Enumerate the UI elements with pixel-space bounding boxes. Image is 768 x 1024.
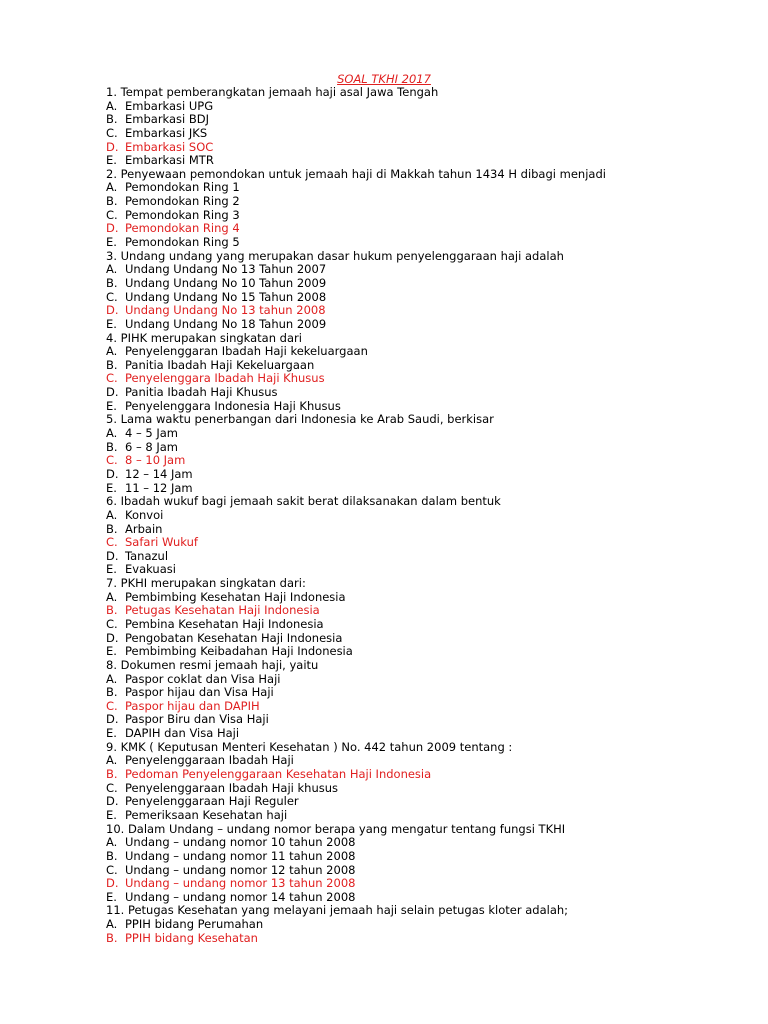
option-letter: B. [106, 603, 118, 618]
option-letter: E. [106, 562, 117, 577]
option-letter: C. [106, 862, 118, 877]
option-text: 6 – 8 Jam [125, 439, 178, 454]
answer-option [106, 277, 746, 291]
option-letter: E. [106, 153, 117, 168]
answer-option [106, 400, 746, 414]
answer-option [106, 850, 746, 864]
option-letter: A. [106, 917, 118, 932]
option-letter: D. [106, 712, 119, 727]
option-letter: E. [106, 726, 117, 741]
option-text: Undang – undang nomor 12 tahun 2008 [125, 862, 356, 877]
option-letter: A. [106, 507, 118, 522]
option-text: Evakuasi [125, 562, 176, 577]
answer-option-correct [106, 604, 746, 618]
option-text: Pembimbing Kesehatan Haji Indonesia [125, 589, 346, 604]
option-letter: B. [106, 194, 118, 209]
option-letter: C. [106, 125, 118, 140]
answer-option [106, 236, 746, 250]
answer-option-correct [106, 536, 746, 550]
answer-option [106, 645, 746, 659]
option-text: Arbain [125, 521, 163, 536]
answer-option [106, 673, 746, 687]
answer-option [106, 441, 746, 455]
question-list [106, 86, 746, 945]
answer-option [106, 181, 746, 195]
option-letter: B. [106, 685, 118, 700]
answer-option [106, 864, 746, 878]
option-text: Penyelenggaraan Haji Reguler [125, 794, 299, 809]
answer-option [106, 127, 746, 141]
option-letter: D. [106, 876, 119, 891]
option-letter: C. [106, 453, 118, 468]
answer-option [106, 482, 746, 496]
answer-option [106, 782, 746, 796]
option-letter: A. [106, 753, 118, 768]
option-text: Undang – undang nomor 14 tahun 2008 [125, 889, 356, 904]
option-text: Pemondokan Ring 1 [125, 180, 240, 195]
option-text: Penyelenggara Indonesia Haji Khusus [125, 398, 341, 413]
option-letter: B. [106, 357, 118, 372]
answer-option [106, 209, 746, 223]
answer-option-correct [106, 141, 746, 155]
option-text: Paspor hijau dan DAPIH [125, 698, 260, 713]
question-text: 4. PIHK merupakan singkatan dari [106, 330, 302, 345]
option-text: Embarkasi BDJ [125, 112, 210, 127]
answer-option [106, 195, 746, 209]
question-text: 10. Dalam Undang – undang nomor berapa yang mengatur tentang fungsi TKHI [106, 821, 566, 836]
answer-option [106, 618, 746, 632]
answer-option [106, 563, 746, 577]
answer-option-correct [106, 877, 746, 891]
answer-option-correct [106, 932, 746, 946]
option-letter: A. [106, 589, 118, 604]
option-text: Paspor coklat dan Visa Haji [125, 671, 281, 686]
option-text: Pemondokan Ring 4 [125, 221, 240, 236]
option-text: Undang Undang No 10 Tahun 2009 [125, 275, 327, 290]
option-text: Paspor hijau dan Visa Haji [125, 685, 274, 700]
question-text: 2. Penyewaan pemondokan untuk jemaah haji di Makkah tahun 1434 H dibagi menjadi [106, 166, 606, 181]
option-letter: E. [106, 807, 117, 822]
answer-option [106, 359, 746, 373]
option-letter: B. [106, 521, 118, 536]
answer-option [106, 318, 746, 332]
answer-option-correct [106, 700, 746, 714]
answer-option [106, 113, 746, 127]
option-text: Pemondokan Ring 5 [125, 235, 240, 250]
option-text: DAPIH dan Visa Haji [125, 726, 240, 741]
answer-option [106, 632, 746, 646]
option-letter: D. [106, 385, 119, 400]
option-letter: E. [106, 398, 117, 413]
option-text: Pemondokan Ring 3 [125, 207, 240, 222]
answer-option-correct [106, 222, 746, 236]
answer-option [106, 727, 746, 741]
option-text: 8 – 10 Jam [125, 453, 186, 468]
option-text: 11 – 12 Jam [125, 480, 193, 495]
option-letter: D. [106, 794, 119, 809]
answer-option [106, 468, 746, 482]
option-text: Pemondokan Ring 2 [125, 194, 240, 209]
answer-option [106, 836, 746, 850]
option-text: Undang Undang No 13 Tahun 2007 [125, 262, 327, 277]
option-letter: E. [106, 235, 117, 250]
option-text: Pembimbing Keibadahan Haji Indonesia [125, 644, 353, 659]
question-text: 7. PKHI merupakan singkatan dari: [106, 576, 306, 591]
option-letter: C. [106, 698, 118, 713]
option-letter: B. [106, 275, 118, 290]
option-letter: B. [106, 848, 118, 863]
option-text: Undang – undang nomor 10 tahun 2008 [125, 835, 356, 850]
option-text: 12 – 14 Jam [125, 466, 193, 481]
option-text: Undang – undang nomor 11 tahun 2008 [125, 848, 356, 863]
option-text: Tanazul [125, 548, 169, 563]
option-letter: C. [106, 371, 118, 386]
option-text: Pembina Kesehatan Haji Indonesia [125, 616, 324, 631]
document-title: SOAL TKHI 2017 [337, 72, 431, 86]
option-text: Pengobatan Kesehatan Haji Indonesia [125, 630, 343, 645]
option-text: 4 – 5 Jam [125, 426, 178, 441]
option-letter: D. [106, 548, 119, 563]
answer-option [106, 809, 746, 823]
option-letter: E. [106, 889, 117, 904]
option-text: Undang Undang No 15 Tahun 2008 [125, 289, 327, 304]
option-letter: A. [106, 671, 118, 686]
option-text: Safari Wukuf [125, 535, 198, 550]
option-letter: A. [106, 344, 118, 359]
option-text: Penyelenggara Ibadah Haji Khusus [125, 371, 325, 386]
option-text: Panitia Ibadah Haji Kekeluargaan [125, 357, 315, 372]
option-letter: E. [106, 480, 117, 495]
answer-option [106, 154, 746, 168]
option-text: Pemeriksaan Kesehatan haji [125, 807, 288, 822]
option-letter: C. [106, 207, 118, 222]
option-text: Embarkasi JKS [125, 125, 208, 140]
answer-option-correct [106, 768, 746, 782]
answer-option [106, 263, 746, 277]
question-text: 8. Dokumen resmi jemaah haji, yaitu [106, 657, 319, 672]
answer-option [106, 891, 746, 905]
option-letter: D. [106, 630, 119, 645]
option-text: PPIH bidang Kesehatan [125, 930, 258, 945]
option-letter: D. [106, 139, 119, 154]
option-text: Penyelenggaraan Ibadah Haji [125, 753, 294, 768]
answer-option [106, 386, 746, 400]
option-letter: C. [106, 535, 118, 550]
answer-option-correct [106, 454, 746, 468]
option-text: Penyelenggaraan Ibadah Haji khusus [125, 780, 339, 795]
option-text: PPIH bidang Perumahan [125, 917, 264, 932]
question-text: 9. KMK ( Keputusan Menteri Kesehatan ) No. 442 tahun 2009 tentang : [106, 739, 513, 754]
option-text: Embarkasi UPG [125, 98, 214, 113]
option-letter: B. [106, 439, 118, 454]
option-text: Undang Undang No 13 tahun 2008 [125, 303, 326, 318]
option-letter: A. [106, 426, 118, 441]
answer-option [106, 550, 746, 564]
option-text: Undang – undang nomor 13 tahun 2008 [125, 876, 356, 891]
answer-option [106, 100, 746, 114]
answer-option [106, 686, 746, 700]
option-text: Undang Undang No 18 Tahun 2009 [125, 316, 327, 331]
answer-option [106, 427, 746, 441]
answer-option [106, 754, 746, 768]
answer-option [106, 523, 746, 537]
answer-option [106, 795, 746, 809]
question-text: 6. Ibadah wukuf bagi jemaah sakit berat dilaksanakan dalam bentuk [106, 494, 501, 509]
option-letter: C. [106, 616, 118, 631]
answer-option-correct [106, 304, 746, 318]
answer-option [106, 591, 746, 605]
answer-option-correct [106, 372, 746, 386]
option-letter: D. [106, 303, 119, 318]
question-text: 1. Tempat pemberangkatan jemaah haji asal Jawa Tengah [106, 85, 439, 99]
option-letter: A. [106, 835, 118, 850]
option-text: Penyelenggaran Ibadah Haji kekeluargaan [125, 344, 368, 359]
option-text: Embarkasi MTR [125, 153, 214, 168]
option-letter: B. [106, 930, 118, 945]
option-text: Paspor Biru dan Visa Haji [125, 712, 269, 727]
option-letter: A. [106, 180, 118, 195]
option-letter: B. [106, 767, 118, 782]
option-text: Konvoi [125, 507, 164, 522]
option-letter: E. [106, 644, 117, 659]
question-text: 5. Lama waktu penerbangan dari Indonesia ke Arab Saudi, berkisar [106, 412, 494, 427]
option-letter: C. [106, 289, 118, 304]
option-letter: A. [106, 98, 118, 113]
option-letter: B. [106, 112, 118, 127]
question-text: 3. Undang undang yang merupakan dasar hukum penyelenggaraan haji adalah [106, 248, 564, 263]
question-text: 11. Petugas Kesehatan yang melayani jemaah haji selain petugas kloter adalah; [106, 903, 569, 918]
answer-option [106, 291, 746, 305]
answer-option [106, 345, 746, 359]
option-letter: A. [106, 262, 118, 277]
answer-option [106, 509, 746, 523]
option-text: Petugas Kesehatan Haji Indonesia [125, 603, 320, 618]
option-letter: C. [106, 780, 118, 795]
option-letter: E. [106, 316, 117, 331]
option-text: Panitia Ibadah Haji Khusus [125, 385, 278, 400]
option-letter: D. [106, 221, 119, 236]
option-text: Embarkasi SOC [125, 139, 214, 154]
option-text: Pedoman Penyelenggaraan Kesehatan Haji Indonesia [125, 767, 432, 782]
option-letter: D. [106, 466, 119, 481]
answer-option [106, 713, 746, 727]
answer-option [106, 918, 746, 932]
